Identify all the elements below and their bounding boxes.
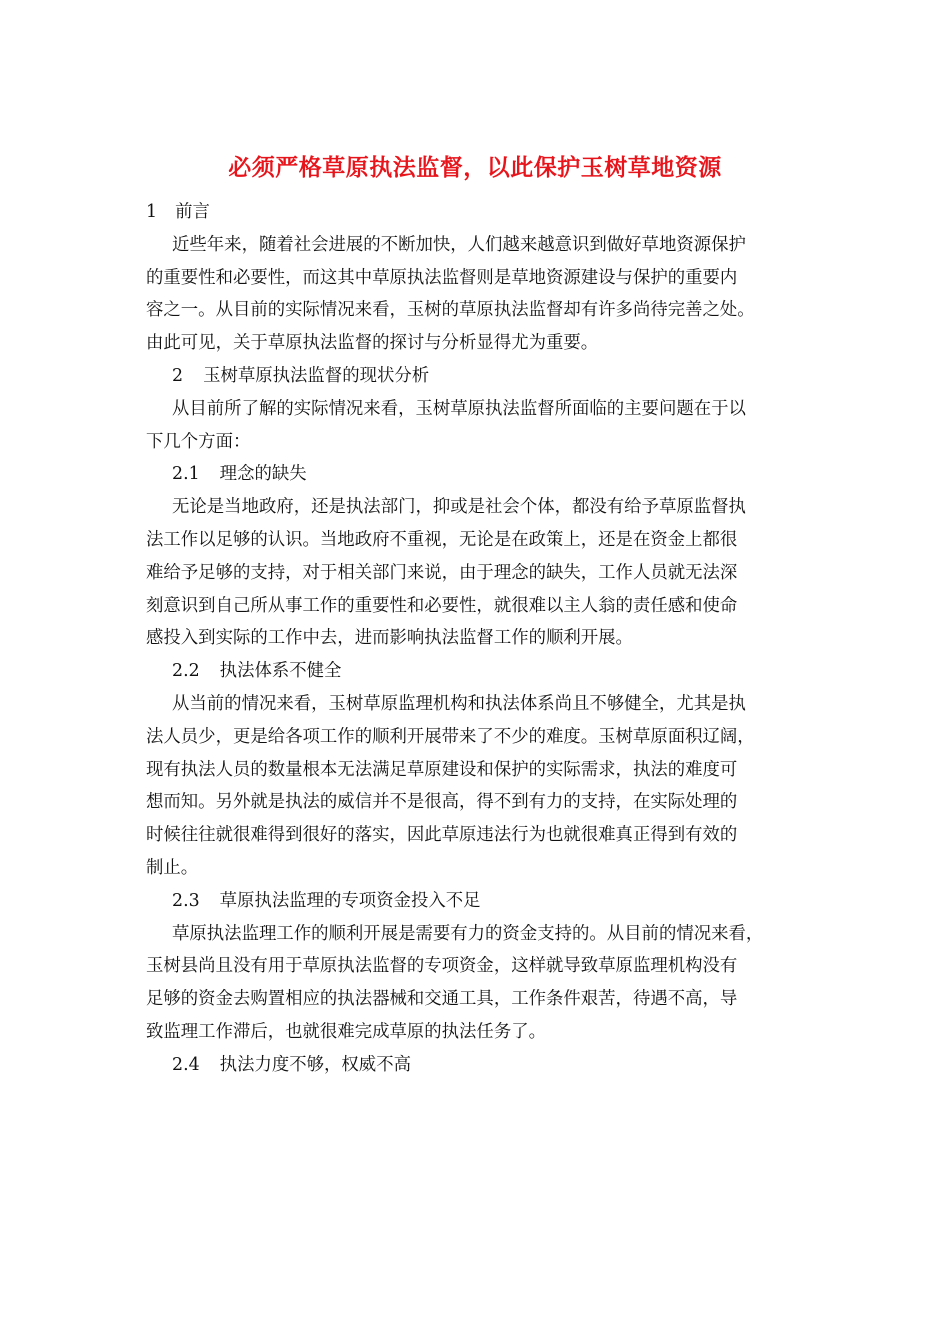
section-number: 2 (172, 365, 184, 386)
section-heading-2-4 (146, 1049, 816, 1082)
section-heading-2-3 (146, 885, 816, 918)
section-number: 2.4 (172, 1054, 200, 1075)
paragraph-line: 时候往往就很难得到很好的落实，因此草原违法行为也就很难真正得到有效的 (146, 825, 738, 846)
paragraph-line: 刻意识到自己所从事工作的重要性和必要性，就很难以主人翁的责任感和使命 (146, 595, 738, 616)
section-heading-2-1 (146, 458, 816, 491)
document-title: 必须严格草原执法监督，以此保护玉树草地资源 (228, 154, 722, 181)
section-title: 前言 (175, 202, 210, 222)
paragraph-line: 从目前所了解的实际情况来看，玉树草原执法监督所面临的主要问题在于以 (172, 398, 746, 419)
paragraph-line: 想而知。另外就是执法的威信并不是很高，得不到有力的支持，在实际处理的 (146, 792, 738, 813)
document-body (146, 196, 816, 1082)
section-heading-1 (146, 196, 816, 229)
section-title: 玉树草原执法监督的现状分析 (203, 365, 430, 386)
paragraph-line: 法工作以足够的认识。当地政府不重视，无论是在政策上，还是在资金上都很 (146, 529, 738, 550)
paragraph-line: 容之一。从目前的实际情况来看，玉树的草原执法监督却有许多尚待完善之处。 (146, 300, 755, 321)
section-number: 2.3 (172, 890, 200, 911)
section-heading-2 (146, 360, 816, 393)
paragraph-line: 由此可见，关于草原执法监督的探讨与分析显得尤为重要。 (146, 333, 599, 354)
paragraph-line: 的重要性和必要性，而这其中草原执法监督则是草地资源建设与保护的重要内 (146, 267, 738, 288)
paragraph-line: 现有执法人员的数量根本无法满足草原建设和保护的实际需求，执法的难度可 (146, 759, 738, 780)
paragraph-line: 草原执法监理工作的顺利开展是需要有力的资金支持的。从目前的情况来看， (172, 923, 764, 944)
paragraph-line: 难给予足够的支持，对于相关部门来说，由于理念的缺失，工作人员就无法深 (146, 562, 738, 583)
section-title: 理念的缺失 (219, 464, 307, 485)
paragraph-line: 致监理工作滞后，也就很难完成草原的执法任务了。 (146, 1021, 546, 1042)
section-number: 1 (146, 202, 158, 222)
paragraph-line: 玉树县尚且没有用于草原执法监督的专项资金，这样就导致草原监理机构没有 (146, 956, 738, 977)
paragraph-line: 法人员少，更是给各项工作的顺利开展带来了不少的难度。玉树草原面积辽阔， (146, 726, 755, 747)
paragraph-line: 从当前的情况来看，玉树草原监理机构和执法体系尚且不够健全，尤其是执 (172, 693, 746, 714)
section-title: 执法体系不健全 (219, 661, 342, 682)
paragraph-line: 近些年来，随着社会进展的不断加快，人们越来越意识到做好草地资源保护 (172, 234, 746, 255)
section-number: 2.1 (172, 464, 200, 485)
paragraph-line: 下几个方面： (146, 431, 251, 452)
paragraph-line: 无论是当地政府，还是执法部门，抑或是社会个体，都没有给予草原监督执 (172, 497, 746, 518)
section-number: 2.2 (172, 661, 200, 682)
section-title: 草原执法监理的专项资金投入不足 (219, 890, 481, 911)
section-title: 执法力度不够，权威不高 (219, 1054, 411, 1075)
paragraph-line: 制止。 (146, 857, 199, 878)
paragraph-line: 感投入到实际的工作中去，进而影响执法监督工作的顺利开展。 (146, 628, 633, 649)
section-heading-2-2 (146, 655, 816, 688)
paragraph-line: 足够的资金去购置相应的执法器械和交通工具，工作条件艰苦，待遇不高，导 (146, 989, 738, 1010)
